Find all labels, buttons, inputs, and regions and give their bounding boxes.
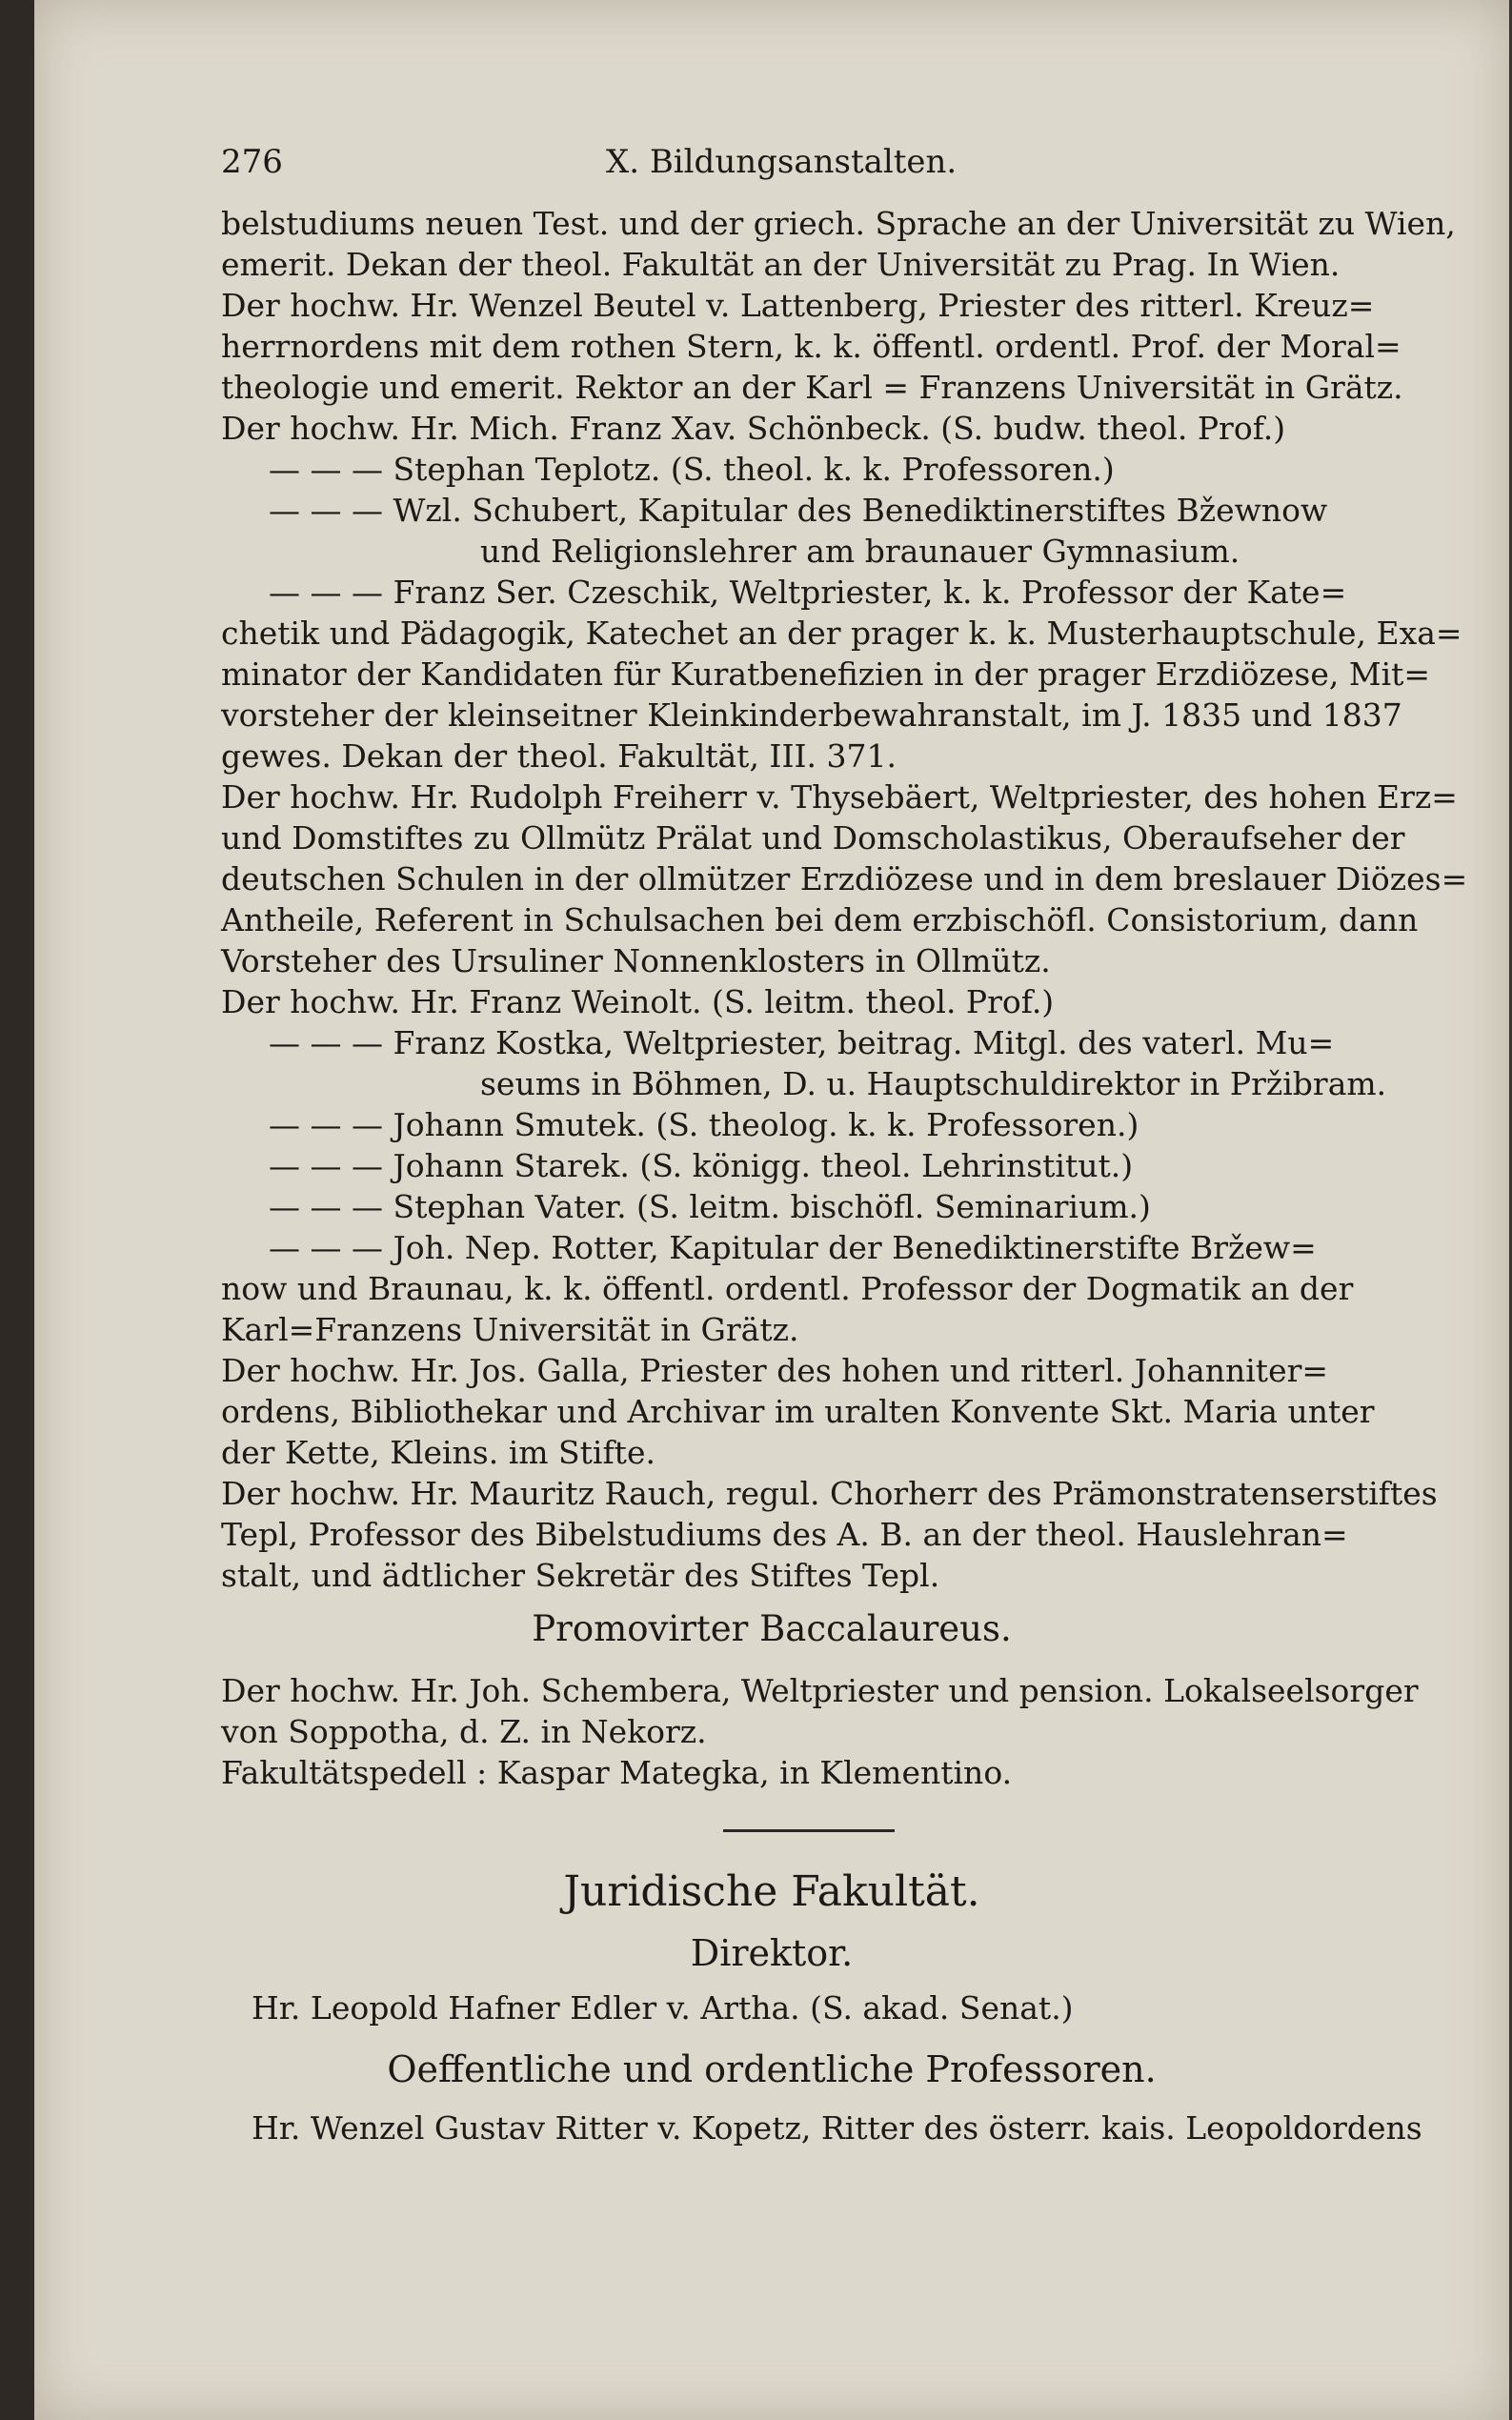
subheading-director: Direktor.	[690, 1932, 854, 1974]
text-line: Der hochw. Hr. Rudolph Freiherr v. Thysebäert, Weltpriester, des hohen Erz=	[221, 778, 1458, 816]
section-heading-promoted: Promovirter Baccalaureus.	[532, 1608, 1012, 1649]
text-line: — — — Wzl. Schubert, Kapitular des Benediktinerstiftes Bžewnow	[269, 492, 1328, 529]
text-line: deutschen Schulen in der ollmützer Erzdiözese und in dem breslauer Diözes=	[221, 860, 1468, 897]
text-line: und Domstiftes zu Ollmütz Prälat und Domscholastikus, Oberaufseher der	[221, 819, 1405, 857]
running-title: X. Bildungsanstalten.	[606, 143, 958, 181]
text-line: minator der Kandidaten für Kuratbenefizien in der prager Erzdiözese, Mit=	[221, 655, 1431, 693]
text-line: stalt, und ädtlicher Sekretär des Stiftes Tepl.	[221, 1557, 940, 1594]
binding-gutter	[0, 0, 34, 2420]
text-line: now und Braunau, k. k. öffentl. ordentl. Professor der Dogmatik an der	[221, 1270, 1354, 1307]
text-line: Hr. Leopold Hafner Edler v. Artha. (S. akad. Senat.)	[252, 1989, 1074, 2027]
text-line: — — — Franz Kostka, Weltpriester, beitrag. Mitgl. des vaterl. Mu=	[269, 1024, 1335, 1061]
text-line: von Soppotha, d. Z. in Nekorz.	[221, 1713, 707, 1750]
text-line: gewes. Dekan der theol. Fakultät, III. 371.	[221, 737, 897, 775]
text-line: theologie und emerit. Rektor an der Karl = Franzens Universität in Grätz.	[221, 369, 1403, 406]
section-divider	[723, 1829, 895, 1832]
text-line: — — — Johann Starek. (S. königg. theol. Lehrinstitut.)	[269, 1147, 1134, 1184]
page-number: 276	[221, 143, 283, 181]
text-line: Der hochw. Hr. Franz Weinolt. (S. leitm. theol. Prof.)	[221, 983, 1055, 1020]
text-line: Antheile, Referent in Schulsachen bei dem erzbischöfl. Consistorium, dann	[221, 901, 1419, 938]
text-line: — — — Joh. Nep. Rotter, Kapitular der Benediktinerstifte Bržew=	[269, 1229, 1317, 1266]
text-line: — — — Stephan Teplotz. (S. theol. k. k. Professoren.)	[269, 451, 1115, 488]
text-line: Karl=Franzens Universität in Grätz.	[221, 1311, 799, 1348]
text-line: vorsteher der kleinseitner Kleinkinderbewahranstalt, im J. 1835 und 1837	[221, 696, 1402, 734]
text-line: Der hochw. Hr. Mich. Franz Xav. Schönbeck. (S. budw. theol. Prof.)	[221, 410, 1286, 447]
text-line: — — — Franz Ser. Czeschik, Weltpriester, k. k. Professor der Kate=	[269, 574, 1347, 611]
text-line: Der hochw. Hr. Mauritz Rauch, regul. Chorherr des Prämonstratenserstiftes	[221, 1475, 1438, 1512]
book-page	[34, 0, 1509, 2420]
text-line: belstudiums neuen Test. und der griech. Sprache an der Universität zu Wien,	[221, 205, 1456, 242]
text-line: seums in Böhmen, D. u. Hauptschuldirektor in Pržibram.	[480, 1065, 1387, 1102]
subheading-professors: Oeffentliche und ordentliche Professoren.	[387, 2048, 1157, 2090]
section-heading-law: Juridische Fakultät.	[563, 1867, 980, 1916]
text-line: Der hochw. Hr. Jos. Galla, Priester des hohen und ritterl. Johanniter=	[221, 1352, 1329, 1389]
text-line: Der hochw. Hr. Wenzel Beutel v. Lattenberg, Priester des ritterl. Kreuz=	[221, 287, 1375, 324]
text-line: chetik und Pädagogik, Katechet an der prager k. k. Musterhauptschule, Exa=	[221, 615, 1462, 652]
text-line: Vorsteher des Ursuliner Nonnenklosters in Ollmütz.	[221, 942, 1051, 979]
text-line: der Kette, Kleins. im Stifte.	[221, 1434, 655, 1471]
text-line: Fakultätspedell : Kaspar Mategka, in Klementino.	[221, 1754, 1013, 1791]
text-line: — — — Stephan Vater. (S. leitm. bischöfl. Seminarium.)	[269, 1188, 1151, 1225]
text-line: Tepl, Professor des Bibelstudiums des A. B. an der theol. Hauslehran=	[221, 1516, 1348, 1553]
text-line: herrnordens mit dem rothen Stern, k. k. öffentl. ordentl. Prof. der Moral=	[221, 328, 1401, 365]
text-line: und Religionslehrer am braunauer Gymnasium.	[480, 533, 1240, 570]
text-line: ordens, Bibliothekar und Archivar im uralten Konvente Skt. Maria unter	[221, 1393, 1375, 1430]
text-line: Der hochw. Hr. Joh. Schembera, Weltpriester und pension. Lokalseelsorger	[221, 1672, 1419, 1709]
text-line: — — — Johann Smutek. (S. theolog. k. k. Professoren.)	[269, 1106, 1139, 1143]
text-line: emerit. Dekan der theol. Fakultät an der Universität zu Prag. In Wien.	[221, 246, 1341, 283]
text-line: Hr. Wenzel Gustav Ritter v. Kopetz, Ritter des österr. kais. Leopoldordens	[252, 2109, 1422, 2147]
